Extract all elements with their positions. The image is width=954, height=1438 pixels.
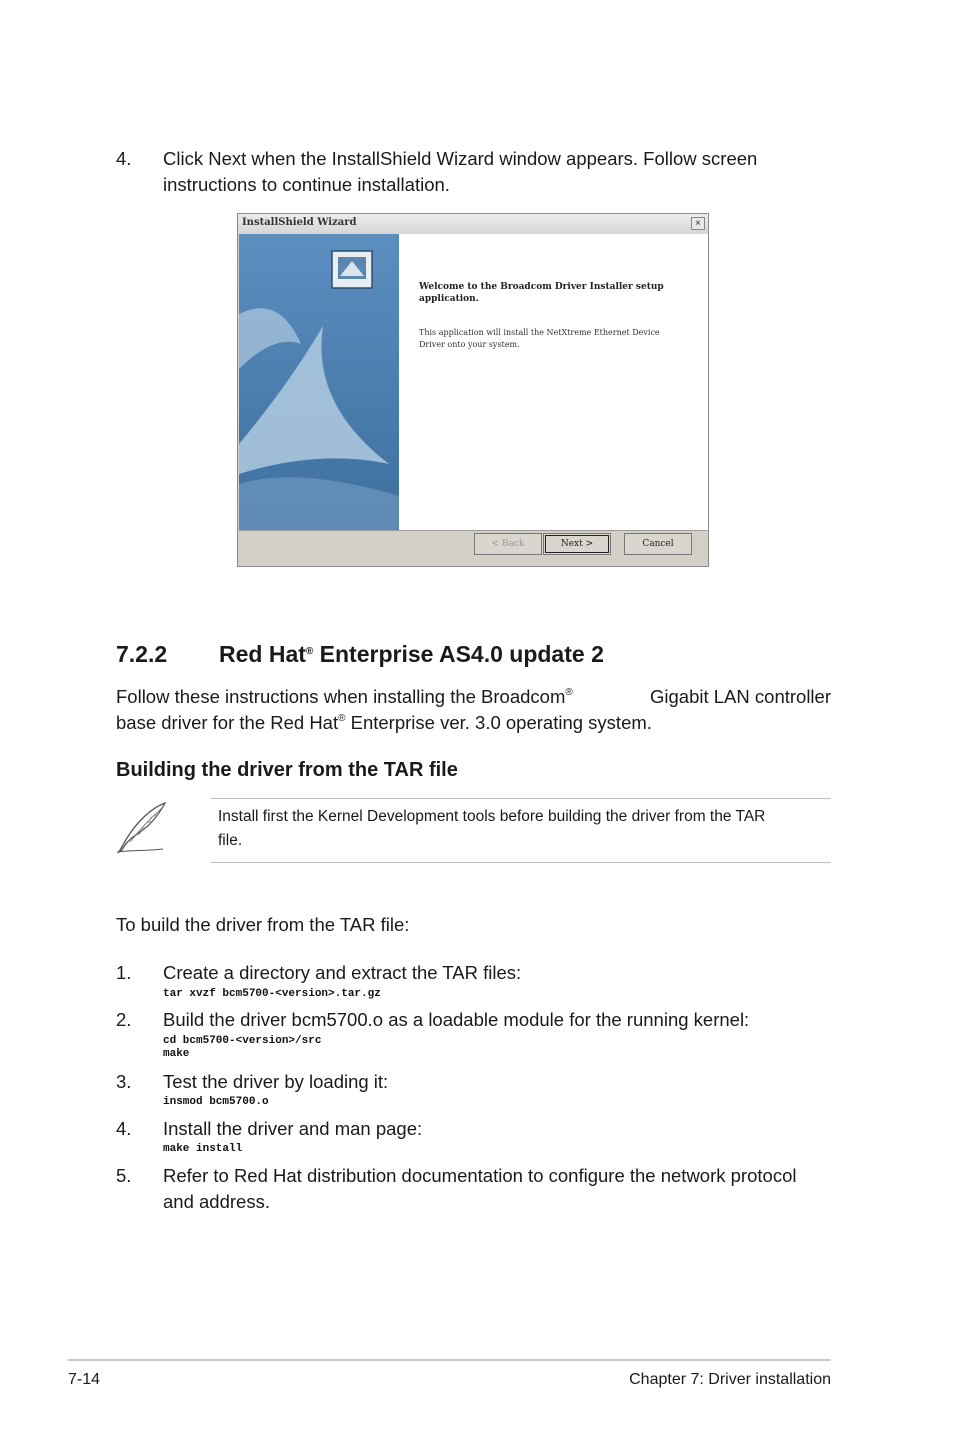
code-line: make install xyxy=(163,1143,243,1155)
chapter-label: Chapter 7: Driver installation xyxy=(629,1371,831,1388)
code-line: tar xvzf bcm5700-<version>.tar.gz xyxy=(163,988,381,1000)
intro-line1: Follow these instructions when installing the Broadcom® Gigabit LAN controller xyxy=(116,686,831,707)
intro-paragraph xyxy=(116,684,831,736)
build-intro: To build the driver from the TAR file: xyxy=(116,914,410,935)
step-text-line1: Click Next when the InstallShield Wizard window appears. Follow screen xyxy=(163,148,758,169)
back-button[interactable]: < Back xyxy=(474,533,542,555)
cancel-button[interactable]: Cancel xyxy=(624,533,692,555)
wizard-heading: Welcome to the Broadcom Driver Installer setup application. xyxy=(419,282,664,304)
note-text: Install first the Kernel Development tools before building the driver from the TAR file. xyxy=(218,808,766,849)
note-top-rule xyxy=(211,798,831,799)
section-title: Red Hat® Enterprise AS4.0 update 2 xyxy=(219,641,604,667)
footer-rule xyxy=(68,1359,831,1361)
step-number: 4. xyxy=(116,148,132,169)
wizard-side-graphic xyxy=(239,234,399,530)
installshield-wizard-screenshot xyxy=(237,213,709,567)
computer-icon xyxy=(332,251,372,288)
close-icon[interactable]: × xyxy=(691,217,705,230)
code-line: cd bcm5700-<version>/src xyxy=(163,1035,322,1047)
intro-line2: base driver for the Red Hat® Enterprise ver. 3.0 operating system. xyxy=(116,712,652,733)
wizard-content xyxy=(399,234,708,530)
wizard-title-bar xyxy=(238,214,708,234)
wizard-separator xyxy=(239,530,707,531)
note-bottom-rule xyxy=(211,862,831,863)
code-line: make xyxy=(163,1048,190,1060)
subheading: Building the driver from the TAR file xyxy=(116,759,458,781)
code-line: insmod bcm5700.o xyxy=(163,1096,269,1108)
page-number: 7-14 xyxy=(68,1371,101,1388)
sail-graphic xyxy=(239,234,399,530)
step-text-line2: instructions to continue installation. xyxy=(163,174,450,195)
wizard-description: This application will install the NetXtreme Ethernet Device Driver onto your system. xyxy=(419,328,660,349)
quill-pen-icon xyxy=(113,800,171,856)
wizard-title: InstallShield Wizard xyxy=(242,217,357,228)
next-button[interactable]: Next > xyxy=(543,533,611,555)
section-number: 7.2.2 xyxy=(116,641,168,667)
